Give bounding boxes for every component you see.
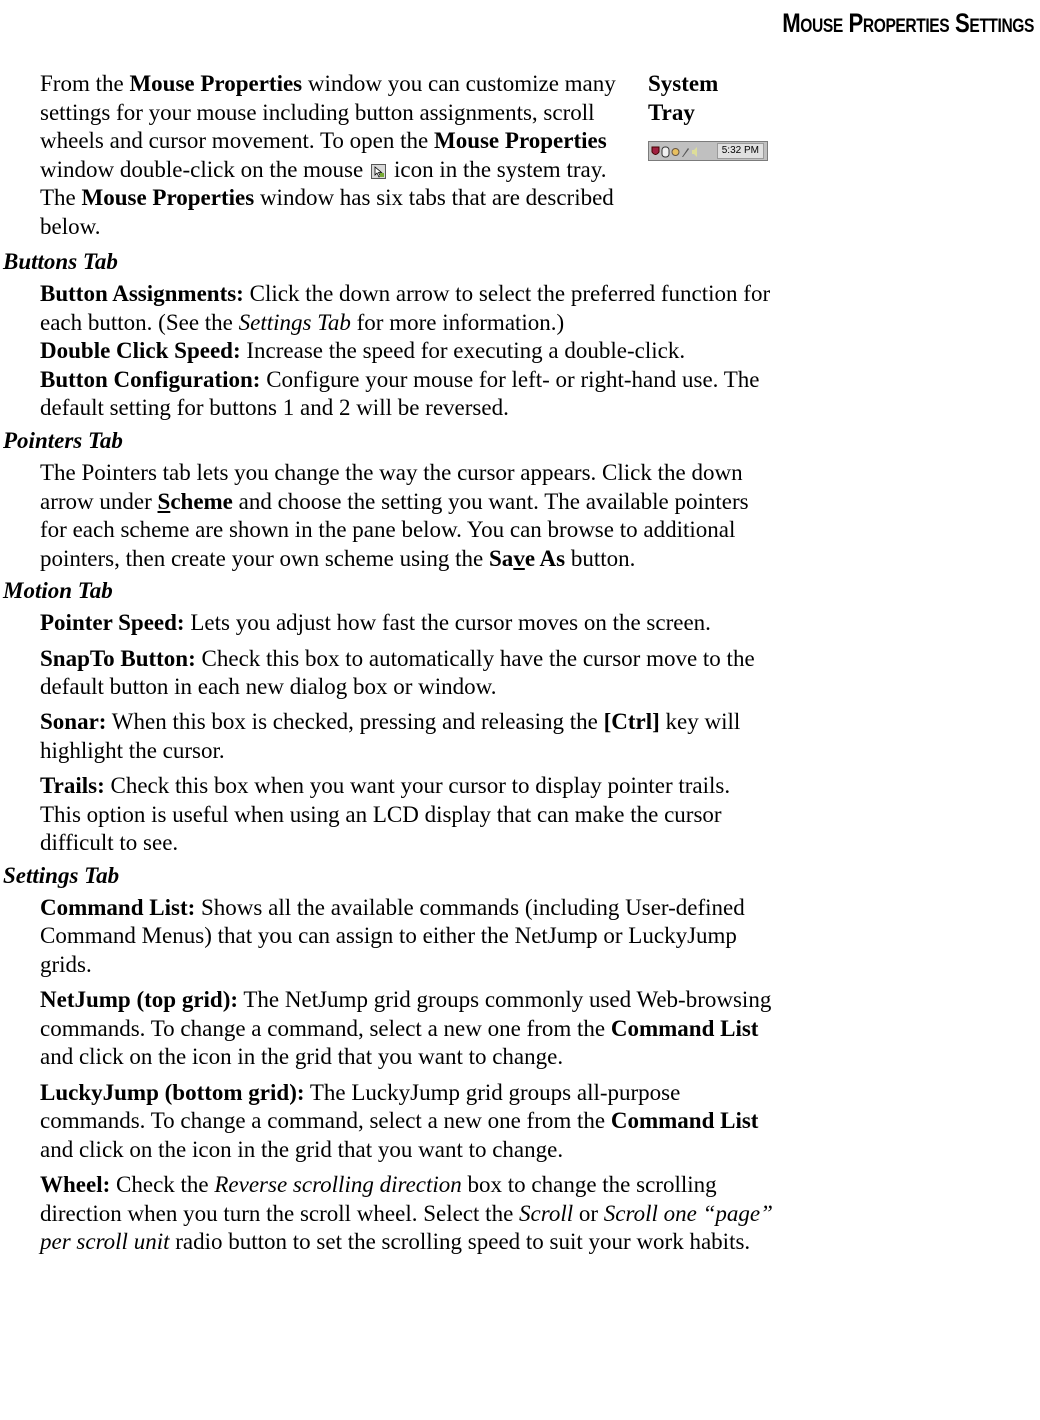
- motion-tab-heading: Motion Tab: [3, 578, 113, 604]
- double-click-paragraph: Double Click Speed: Increase the speed for executing a double-click.: [40, 338, 686, 364]
- pointer-speed-paragraph: Pointer Speed: Lets you adjust how fast the cursor moves on the screen.: [40, 610, 711, 636]
- mouse-icon: [371, 158, 386, 173]
- system-tray-label: System Tray: [648, 71, 719, 125]
- button-configuration-paragraph: Button Configuration: Configure your mouse for left- or right-hand use. The default setting for buttons 1 and 2 will be reversed.: [40, 366, 760, 421]
- wheel-paragraph: Wheel: Check the Reverse scrolling direction box to change the scrolling direction when you turn the scroll wheel. Select the Scroll or Scroll one “page” per scroll unit radio button to set the scrolling speed to suit your work habits.: [40, 1172, 773, 1255]
- network-icon: [671, 145, 680, 157]
- snapto-paragraph: SnapTo Button: Check this box to automatically have the cursor move to the default button in each new dialog box or window.: [40, 645, 755, 700]
- document-body: [0, 244, 780, 1257]
- page-title: Mouse Properties Settings: [782, 8, 1034, 38]
- speaker-icon: [691, 145, 700, 157]
- luckyjump-paragraph: LuckyJump (bottom grid): The LuckyJump grid groups all-purpose commands. To change a command, select a new one from the Command List and click on the icon in the grid that you want to change.: [40, 1079, 759, 1162]
- settings-tab-heading: Settings Tab: [3, 862, 120, 888]
- pointers-paragraph: The Pointers tab lets you change the way the cursor appears. Click the down arrow under Scheme and choose the setting you want. The available pointers for each scheme are shown in the pane below. You can browse to additional pointers, then create your own scheme using the Save As button.: [40, 459, 749, 571]
- pointers-tab-heading: Pointers Tab: [3, 427, 123, 453]
- buttons-tab-heading: Buttons Tab: [3, 249, 118, 274]
- tray-clock: 5:32 PM: [717, 143, 764, 159]
- command-list-paragraph: Command List: Shows all the available commands (including User-defined Command Menus) that you can assign to either the NetJump or LuckyJump grids.: [40, 894, 745, 978]
- trails-paragraph: Trails: Check this box when you want your cursor to display pointer trails. This option is useful when using an LCD display that can make the cursor difficult to see.: [40, 773, 731, 856]
- pen-icon: [681, 145, 690, 157]
- netjump-paragraph: NetJump (top grid): The NetJump grid groups commonly used Web-browsing commands. To change a command, select a new one from the Command List and click on the icon in the grid that you want to change.: [40, 987, 772, 1070]
- mouse-tray-icon: [661, 145, 670, 157]
- sonar-paragraph: Sonar: When this box is checked, pressing and releasing the [Ctrl] key will highlight the cursor.: [40, 709, 741, 763]
- button-assignments-paragraph: Button Assignments: Click the down arrow to select the preferred function for each button. (See the Settings Tab for more information.): [40, 281, 771, 335]
- system-tray-image: [648, 141, 768, 161]
- intro-paragraph: From the Mouse Properties window you can customize many settings for your mouse including button assignments, scroll wheels and cursor movement. To open the Mouse Properties window double-click on the mouse icon in the system tray. The Mouse Properties window has six tabs that are described below.: [40, 71, 616, 239]
- shield-icon: [651, 145, 660, 157]
